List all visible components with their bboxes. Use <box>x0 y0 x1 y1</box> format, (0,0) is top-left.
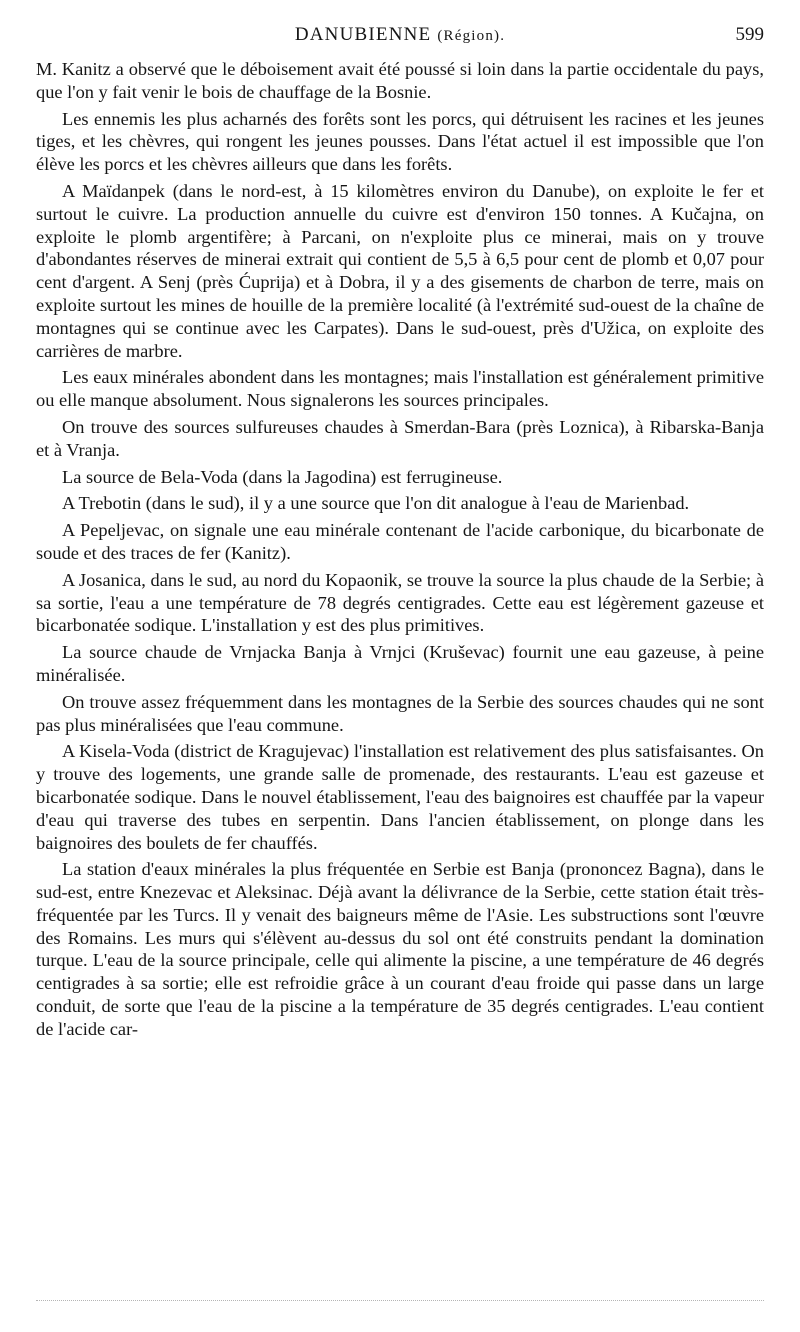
paragraph: A Pepeljevac, on signale une eau minérale contenant de l'acide carbonique, du bicarbonate de soude et des traces de fer (Kanitz). <box>36 520 764 563</box>
paragraph: Les ennemis les plus acharnés des forêts sont les porcs, qui détruisent les racines et les jeunes tiges, et les chèvres, qui rongent les jeunes pousses. Dans l'état actuel il est impossible que l'on élève les porcs et les chèvres ailleurs que dans les forêts. <box>36 108 764 175</box>
paragraph: Les eaux minérales abondent dans les montagnes; mais l'installation est généralement primitive ou elle manque absolument. Nous signalerons les sources principales. <box>36 367 764 411</box>
footer-rule <box>36 1300 764 1301</box>
paragraph: A Josanica, dans le sud, au nord du Kopaonik, se trouve la source la plus chaude de la Serbie; à sa sortie, l'eau a une température de 78 degrés centigrades. Cette eau est légèrement gazeuse et bicarbonatée sodique. L'installation y est des plus primitives. <box>36 569 764 636</box>
paragraph: La source chaude de Vrnjacka Banja à Vrnjci (Kruševac) fournit une eau gazeuse, à peine minéralisée. <box>36 642 764 685</box>
paragraph: A Kisela-Voda (district de Kragujevac) l'installation est relativement des plus satisfaisantes. On y trouve des logements, une grande salle de promenade, des restaurants. L'eau est gazeuse et bicarbonatée sodique. Dans le nouvel établissement, l'eau des baignoires est chauffée par la vapeur d'eau qui traverse des tubes en serpentin. Dans l'ancien établissement, on plonge dans les baignoires des boulets de fer chauffés. <box>36 741 764 853</box>
running-title-main: DANUBIENNE <box>294 24 432 45</box>
page-header <box>36 24 764 54</box>
running-title <box>36 24 764 46</box>
paragraph: On trouve assez fréquemment dans les montagnes de la Serbie des sources chaudes qui ne sont pas plus minéralisées que l'eau commune. <box>36 691 764 735</box>
paragraph: M. Kanitz a observé que le déboisement avait été poussé si loin dans la partie occidentale du pays, que l'on y fait venir le bois de chauffage de la Bosnie. <box>36 59 764 102</box>
body-text <box>36 58 764 1045</box>
paragraph: A Trebotin (dans le sud), il y a une source que l'on dit analogue à l'eau de Marienbad. <box>62 493 690 514</box>
paragraph: La station d'eaux minérales la plus fréquentée en Serbie est Banja (prononcez Bagna), dans le sud-est, entre Knezevac et Aleksinac. Déjà avant la délivrance de la Serbie, cette station était très-fréquentée par les Turcs. Il y venait des baigneurs même de l'Asie. Les substructions sont l'œuvre des Romains. Les murs qui s'élèvent au-dessus du sol ont été construits pendant la domination turque. L'eau de la source principale, celle qui alimente la piscine, a une température de 46 degrés centigrades à sa sortie; elle est refroidie grâce à un courant d'eau froide qui passe dans un large conduit, de sorte que l'eau de la piscine a la température de 35 degrés centigrades. L'eau contient de l'acide car- <box>36 859 764 1039</box>
paragraph: A Maïdanpek (dans le nord-est, à 15 kilomètres environ du Danube), on exploite le fer et surtout le cuivre. La production annuelle du cuivre est d'environ 150 tonnes. A Kučajna, on exploite le plomb argentifère; à Parcani, on n'exploite plus ce minerai, mais on y trouve d'abondantes réserves de minerai extrait qui contient de 5,5 à 6,5 pour cent de plomb et 0,07 pour cent d'argent. A Senj (près Ćuprija) et à Dobra, il y a des gisements de charbon de terre, mais on exploite surtout les mines de houille de la première localité (à l'extrémité sud-ouest de la chaîne de montagnes qui se continue avec les Carpates). Dans le sud-ouest, près d'Užica, on exploite des carrières de marbre. <box>36 180 764 361</box>
paragraph: La source de Bela-Voda (dans la Jagodina) est ferrugineuse. <box>62 466 503 487</box>
paragraph: On trouve des sources sulfureuses chaudes à Smerdan-Bara (près Loznica), à Ribarska-Banja et à Vranja. <box>36 416 764 460</box>
page-number: 599 <box>735 24 764 45</box>
running-title-subtitle: (Région). <box>437 28 506 44</box>
